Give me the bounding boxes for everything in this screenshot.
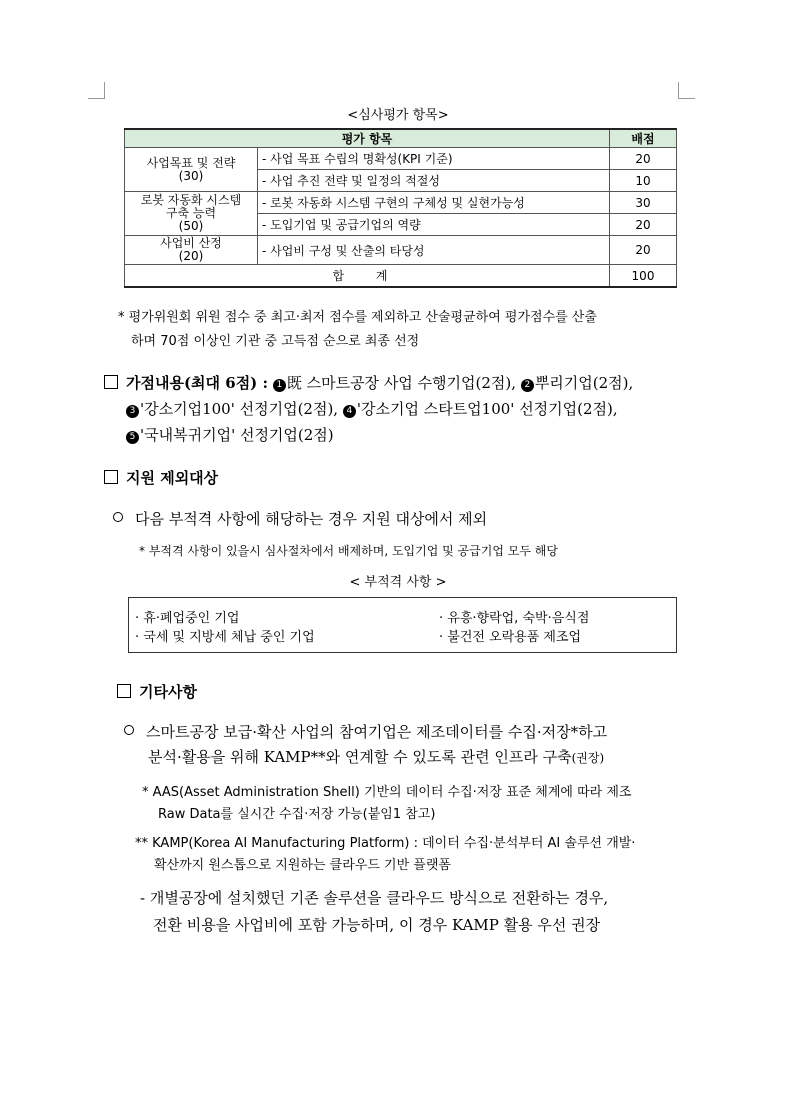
item-cell: - 사업 목표 수립의 명확성(KPI 기준) (258, 148, 610, 170)
number-5-icon: 5 (126, 431, 139, 444)
header-eval-item: 평가 항목 (125, 129, 610, 148)
exclusion-heading-text: 지원 제외대상 (126, 469, 219, 487)
circle-bullet-icon (124, 725, 134, 735)
bonus-item-4: '강소기업 스타트업100' 선정기업(2점), (356, 400, 618, 418)
unfit-item: · 휴·폐업중인 기업 (135, 611, 240, 626)
header-score: 배점 (610, 129, 677, 148)
other-note2-line1: ** KAMP(Korea AI Manufacturing Platform) : 데이터 수집·분석부터 AI 솔루션 개발· (135, 836, 636, 851)
unfit-box-title: < 부적격 사항 > (349, 575, 447, 590)
bonus-line1 (104, 372, 633, 393)
other-bullet-line1 (124, 721, 607, 742)
crop-mark-top-right (678, 82, 695, 99)
table-note-line1: * 평가위원회 위원 점수 중 최고·최저 점수를 제외하고 산술평균하여 평가점수를 산출 (118, 310, 597, 325)
other-note1-line1: * AAS(Asset Administration Shell) 기반의 데이터 수집·저장 표준 체계에 따라 제조 (142, 785, 632, 800)
checkbox-square-icon (104, 375, 118, 389)
category-cell (125, 236, 258, 265)
category-points: (20) (178, 249, 204, 263)
number-4-icon: 4 (343, 405, 356, 418)
total-score: 100 (610, 265, 677, 288)
score-cell: 10 (610, 170, 677, 192)
other-heading-text: 기타사항 (139, 683, 197, 701)
bonus-item-2: 뿌리기업(2점), (534, 374, 634, 392)
unfit-items-box (128, 597, 677, 653)
category-cell (125, 148, 258, 192)
other-note1-line2: Raw Data를 실시간 수집·저장 가능(붙임1 참고) (158, 807, 436, 822)
recommended-tag: (권장) (571, 751, 605, 765)
category-label-line2: 구축 능력 (165, 206, 217, 220)
total-label: 합 계 (125, 265, 610, 288)
evaluation-table (124, 128, 677, 288)
exclusion-bullet (113, 508, 487, 529)
score-cell: 20 (610, 236, 677, 265)
category-label: 사업목표 및 전략 (146, 155, 236, 170)
number-1-icon: 1 (273, 379, 286, 392)
table-caption: <심사평가 항목> (347, 108, 449, 123)
number-3-icon: 3 (126, 405, 139, 418)
category-label: 로봇 자동화 시스템 (140, 193, 242, 207)
other-dash-line2: 전환 비용을 사업비에 포함 가능하며, 이 경우 KAMP 활용 우선 권장 (153, 916, 601, 934)
item-cell: - 사업비 구성 및 산출의 타당성 (258, 236, 610, 265)
other-bullet-text: 스마트공장 보급·확산 사업의 참여기업은 제조데이터를 수집·저장*하고 (146, 723, 608, 741)
other-bullet-text-2: 분석·활용을 위해 KAMP**와 연계할 수 있도록 관련 인프라 구축 (148, 748, 572, 766)
category-points: (50) (178, 219, 204, 233)
checkbox-square-icon (117, 684, 131, 698)
bonus-item-5: '국내복귀기업' 선정기업(2점) (140, 426, 334, 444)
item-cell: - 사업 추진 전략 및 일정의 적절성 (258, 170, 610, 192)
table-row (125, 192, 677, 214)
score-cell: 20 (610, 148, 677, 170)
category-label: 사업비 산정 (160, 236, 222, 250)
bonus-heading: 가점내용(최대 6점) : (126, 374, 269, 392)
bonus-item-3: '강소기업100' 선정기업(2점), (140, 400, 339, 418)
other-note2-line2: 확산까지 원스톱으로 지원하는 클라우드 기반 플랫폼 (154, 858, 451, 873)
other-bullet-line2 (148, 746, 604, 767)
exclusion-bullet-text: 다음 부적격 사항에 해당하는 경우 지원 대상에서 제외 (135, 510, 488, 528)
crop-mark-top-left (88, 82, 105, 99)
bonus-line3 (126, 424, 334, 445)
table-row (125, 236, 677, 265)
checkbox-square-icon (104, 470, 118, 484)
exclusion-heading (104, 467, 218, 488)
unfit-item: · 유흥·향락업, 숙박·음식점 (439, 611, 590, 626)
table-note-line2: 하며 70점 이상인 기관 중 고득점 순으로 최종 선정 (131, 334, 420, 349)
item-cell: - 로봇 자동화 시스템 구현의 구체성 및 실현가능성 (258, 192, 610, 214)
bonus-line2 (126, 398, 618, 419)
table-total-row (125, 265, 677, 288)
category-cell (125, 192, 258, 236)
exclusion-note: * 부적격 사항이 있을시 심사절차에서 배제하며, 도입기업 및 공급기업 모두 해당 (139, 544, 558, 558)
table-row (125, 148, 677, 170)
category-points: (30) (178, 168, 204, 183)
bonus-item-1: 既 스마트공장 사업 수행기업(2점), (286, 374, 517, 392)
number-2-icon: 2 (521, 379, 534, 392)
circle-bullet-icon (113, 512, 123, 522)
score-cell: 20 (610, 214, 677, 236)
score-cell: 30 (610, 192, 677, 214)
other-heading (117, 681, 197, 702)
other-dash-line1: - 개별공장에 설치했던 기존 솔루션을 클라우드 방식으로 전환하는 경우, (140, 889, 609, 907)
unfit-item: · 국세 및 지방세 체납 중인 기업 (135, 630, 315, 645)
item-cell: - 도입기업 및 공급기업의 역량 (258, 214, 610, 236)
unfit-item: · 불건전 오락용품 제조업 (439, 630, 582, 645)
